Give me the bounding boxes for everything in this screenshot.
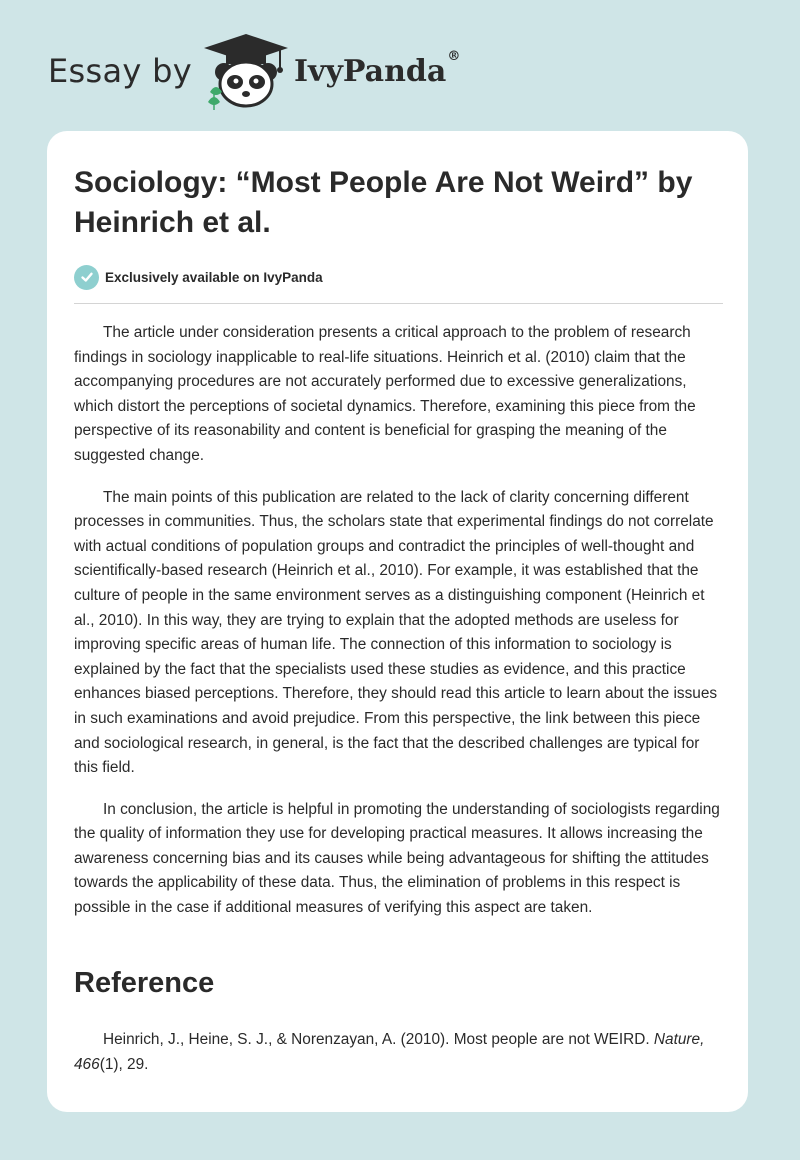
reference-issue-pages: (1), 29. [99,1055,149,1073]
reference-authors: Heinrich, J., Heine, S. J., & Norenzayan, A. (2010). Most people are not WEIRD. [103,1031,650,1048]
site-header [48,30,548,110]
registered-mark: ® [447,49,461,64]
reference-entry [74,1028,725,1077]
panda-graduate-icon[interactable] [202,32,290,110]
essay-by-label: Essay by [48,52,192,90]
check-circle-icon [74,265,99,290]
exclusive-badge [74,264,323,290]
essay-card [47,131,748,1112]
page-title: Sociology: “Most People Are Not Weird” by Heinrich et al. [74,166,693,239]
badge-label: Exclusively available on IvyPanda [105,269,323,285]
paragraph: The main points of this publication are related to the lack of clarity concerning different processes in communities. Thus, the scholars state that experimental findings do not correlate with actual conditions of population groups and contradict the principles of well-thought and scientifically-based research (Heinrich et al., 2010). For example, it was established that the culture of people in the same environment serves as a distinguishing component (Heinrich et al., 2010). In this way, they are trying to explain that the adopted methods are useless for improving specific areas of human life. The connection of this information to sociology is explained by the fact that the specialists used these studies as evidence, and this practice enhances biased perceptions. Therefore, they should read this article to learn about the issues in such examinations and avoid prejudice. From this perspective, the link between this piece and sociological research, in general, is the fact that the described challenges are typical for this field. [74,488,718,777]
divider [74,303,723,304]
paragraph: In conclusion, the article is helpful in promoting the understanding of sociologists regarding the quality of information they use for developing practical measures. It allows increasing the awareness concerning bias and its causes while being advantageous for shifting the attitudes towards the applicability of these data. Thus, the elimination of problems in this respect is possible in the case if additional measures of verifying this aspect are taken. [74,800,720,917]
brand-name[interactable]: IvyPanda® [294,49,461,89]
reference-journal: Nature, 466 [74,1031,705,1073]
essay-body [74,321,725,938]
reference-heading: Reference [74,967,215,999]
paragraph: The article under consideration presents a critical approach to the problem of research findings in sociology inapplicable to real-life situations. Heinrich et al. (2010) claim that the accompanying procedures are not accurately performed due to excessive generalizations, which distort the perceptions of societal dynamics. Therefore, examining this piece from the perspective of its reasonability and content is beneficial for grasping the meaning of the suggested change. [74,324,696,464]
